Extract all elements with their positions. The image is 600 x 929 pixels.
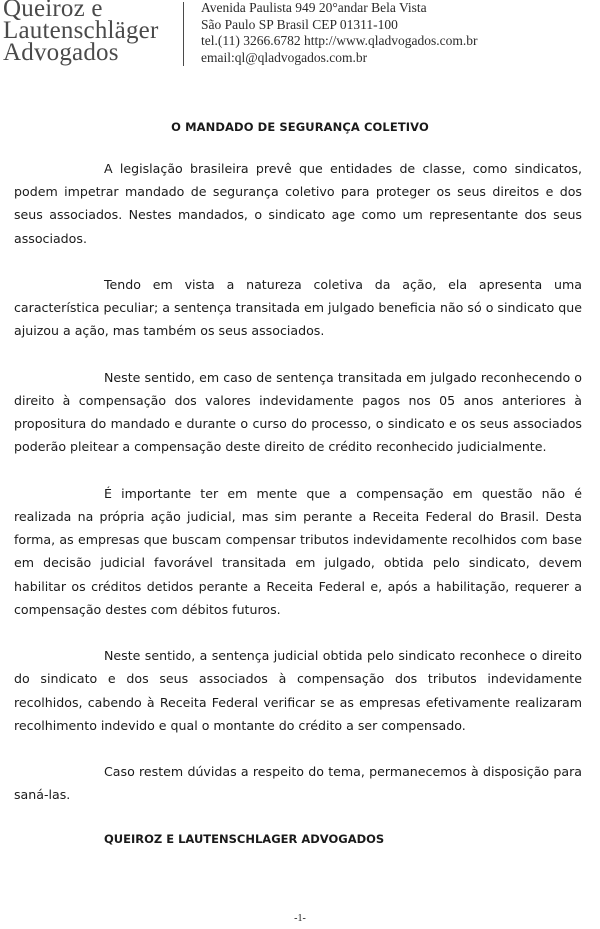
firm-name-line-1: Queiroz e [3,0,103,22]
page-number: -1- [294,913,306,924]
letterhead-divider [183,2,184,66]
paragraph-3: Neste sentido, em caso de sentença transitada em julgado reconhecendo o direito à compensação dos valores indevidamente pagos nos 05 anos anteriores à propositura do mandado e durante o curso do processo, o sindicato e os seus associados poderão pleitear a compensação deste direito de crédito reconhecido judicialmente. [14,369,582,455]
firm-name-line-2: Lautenschläger [3,17,159,44]
paragraph-4: É importante ter em mente que a compensação em questão não é realizada na própria ação judicial, mas sim perante a Receita Federal do Brasil. Desta forma, as empresas que buscam compensar tributos indevidamente recolhidos com base em decisão judicial favorável transitada em julgado, obtida pelo sindicato, devem habilitar os créditos detidos perante a Receita Federal e, após a habilitação, requerer a compensação destes com débitos futuros. [14,485,582,617]
firm-logo [3,0,159,64]
address-line-1: Avenida Paulista 949 20°andar Bela Vista [201,0,427,15]
paragraph-2: Tendo em vista a natureza coletiva da ação, ela apresenta uma característica peculiar; a sentença transitada em julgado beneficia não só o sindicato que ajuizou a ação, mas também os seus associados. [14,277,582,339]
letterhead [0,0,600,70]
paragraph-6: Caso restem dúvidas a respeito do tema, permanecemos à disposição para saná-las. [14,764,582,803]
email: email:ql@qladvogados.com.br [201,49,368,65]
signature: QUEIROZ E LAUTENSCHLAGER ADVOGADOS [104,832,385,846]
document-body [14,157,582,830]
paragraph-5: Neste sentido, a sentença judicial obtida pelo sindicato reconhece o direito do sindicato e dos seus associados à compensação dos tributos indevidamente recolhidos, cabendo à Receita Federal verificar se as empresas efetivamente realizaram recolhimento indevido e qual o montante do crédito a ser compensado. [14,648,582,733]
contact-block [201,0,477,66]
address-line-2: São Paulo SP Brasil CEP 01311-100 [201,16,398,32]
phone-website: tel.(11) 3266.6782 http://www.qladvogados.com.br [201,33,478,48]
document-title: O MANDADO DE SEGURANÇA COLETIVO [171,120,429,134]
firm-name-line-3: Advogados [3,39,119,66]
paragraph-1: A legislação brasileira prevê que entidades de classe, como sindicatos, podem impetrar mandado de segurança coletivo para proteger os seus direitos e dos seus associados. Nestes mandados, o sindicato age como um representante dos seus associados. [14,161,582,246]
